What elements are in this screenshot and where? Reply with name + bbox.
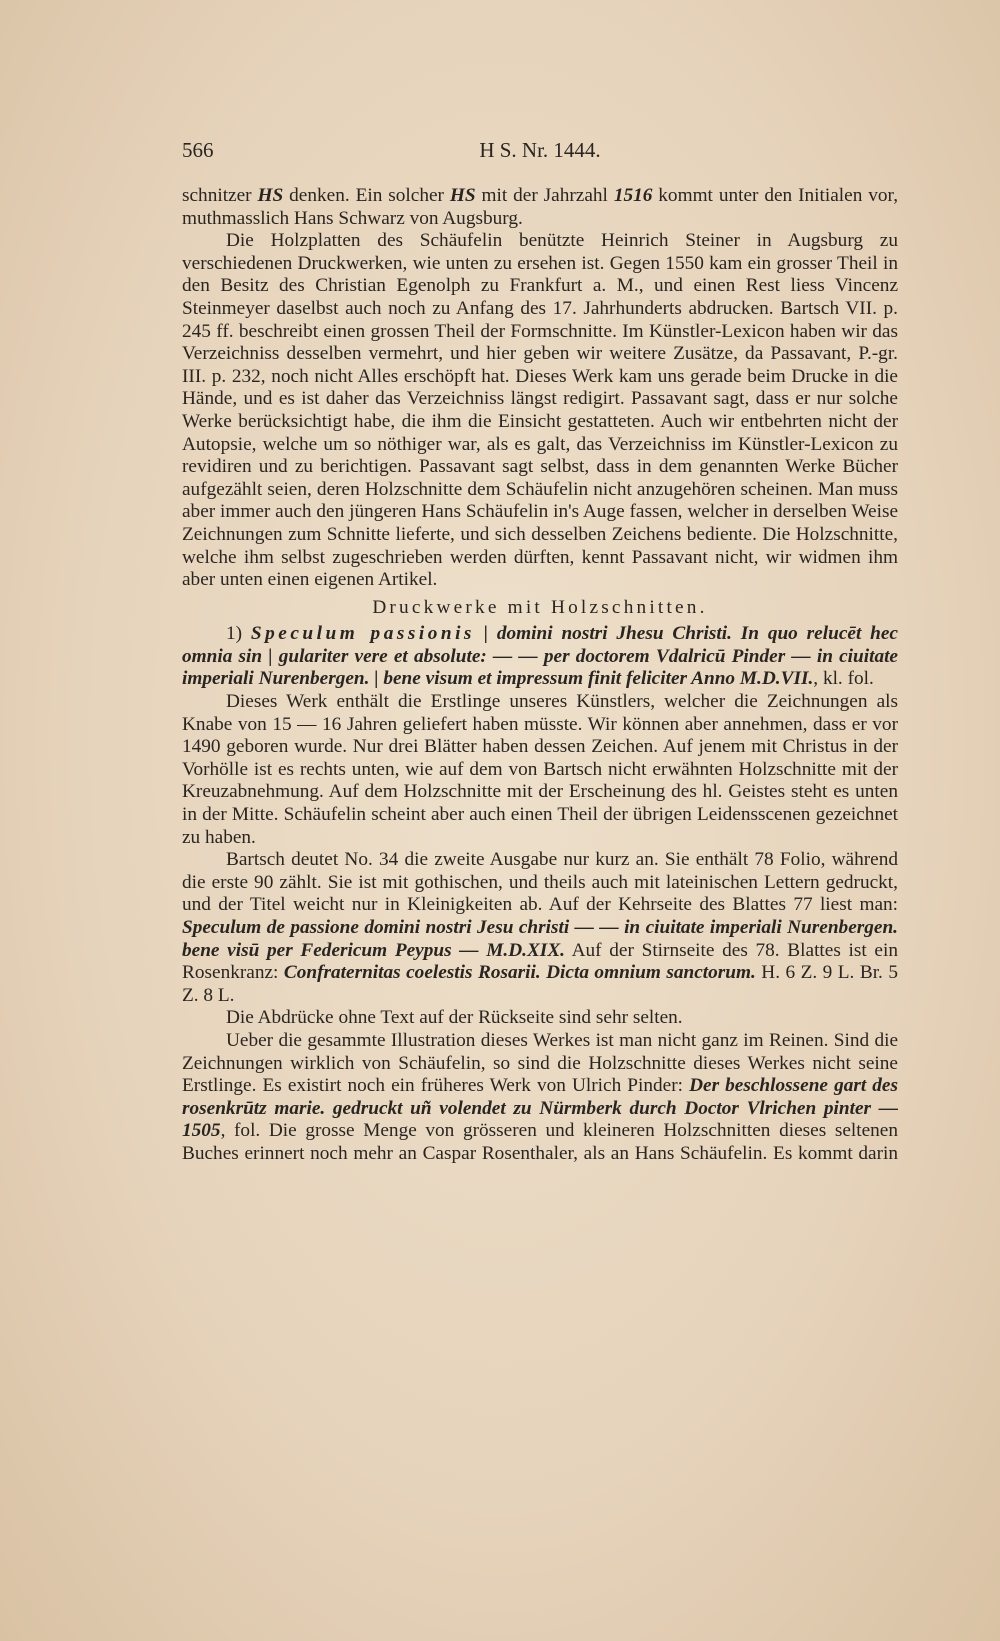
- text-run: denken. Ein solcher: [283, 185, 450, 206]
- quoted-title: Confraternitas coelestis Rosarii. Dicta omnium sanctorum.: [283, 962, 756, 984]
- paragraph-continuation: [182, 185, 898, 230]
- paragraph-zweite-ausgabe: [182, 849, 898, 1007]
- page-body: [182, 185, 898, 1166]
- running-title: H S. Nr. 1444.: [479, 138, 601, 162]
- paragraph-abdruecke: Die Abdrücke ohne Text auf der Rückseite sind sehr selten.: [226, 1007, 683, 1029]
- book-page: [182, 138, 898, 1166]
- quoted-title: Der beschlossene gart des rosenkrūtz marie. gedruckt uñ volendet zu Nürmberk durch Doctor Vlrichen pinter — 1505: [182, 1075, 898, 1142]
- text-run: Auf der Stirnseite des 78. Blattes ist ein Rosenkranz:: [182, 939, 898, 984]
- text-run: schnitzer: [182, 185, 258, 206]
- text-run: H. 6 Z. 9 L. Br. 5 Z. 8 L.: [182, 962, 898, 1006]
- year-1516: 1516: [613, 185, 653, 206]
- monogram-hs: HS: [257, 185, 284, 206]
- entry-title-rest: | domini nostri Jhesu Christi. In quo relucēt hec omnia sin | gulariter vere et absolute: — — per doctorem Vdalricū Pinder — in ciuitate imperiali Nurenbergen. | bene visum et impressum finit feliciter Anno M.D.VII.: [182, 623, 898, 690]
- monogram-hs: HS: [449, 185, 476, 206]
- page-header: [182, 138, 898, 172]
- entry-format: , kl. fol.: [813, 668, 874, 690]
- page-number: 566: [182, 138, 214, 162]
- paragraph-holzplatten: Die Holzplatten des Schäufelin benützte Heinrich Steiner in Augsburg zu verschiedenen Druckwerken, wie unten zu ersehen ist. Gegen 1550 kam ein grosser Theil in den Besitz des Christian Egenolph zu Frankfurt a. M., und einen Rest liess Vincenz Steinmeyer daselbst auch noch zu Anfang des 17. Jahrhunderts abdrucken. Bartsch VII. p. 245 ff. beschreibt einen grossen Theil der Formschnitte. Im Künstler-Lexicon haben wir das Verzeichniss desselben vermehrt, und hier geben wir weitere Zusätze, da Passavant, P.-gr. III. p. 232, noch nicht Alles erschöpft hat. Dieses Werk kam uns gerade beim Drucke in die Hände, und es ist daher das Verzeichniss längst redigirt. Passavant sagt, dass er nur solche Werke berücksichtigt habe, die ihm die Einsicht gestatteten. Auch wir entbehrten nicht der Autopsie, welche um so nöthiger war, als es galt, das Verzeichniss im Künstler-Lexicon zu revidiren und zu berichtigen. Passavant sagt selbst, dass in dem genannten Werke Bücher aufgezählt seien, deren Holzschnitte dem Schäufelin nicht anzugehören scheinen. Man muss aber immer auch den jüngeren Hans Schäufelin in's Auge fassen, welcher in derselben Weise Zeichnungen zum Schnitte lieferte, und sich desselben Zeichens bediente. Die Holzschnitte, welche ihm selbst zugeschrieben werden dürften, kennt Passavant nicht, wir widmen ihm aber unten einen eigenen Artikel.: [182, 230, 898, 591]
- section-heading: Druckwerke mit Holzschnitten.: [372, 596, 708, 618]
- entry-title: Speculum passionis: [250, 623, 475, 645]
- paragraph-illustration: [182, 1030, 898, 1166]
- text-run: Ueber die gesammte Illustration dieses Werkes ist man nicht ganz im Reinen. Sind die Zeichnungen wirklich von Schäufelin, so sind die Holzschnitte dieses Werkes nicht seine Erstlinge. Es existirt noch ein früheres Werk von Ulrich Pinder:: [182, 1029, 898, 1097]
- entry-speculum-passionis: [182, 623, 898, 691]
- text-run: mit der Jahrzahl: [475, 185, 614, 206]
- text-run: Bartsch deutet No. 34 die zweite Ausgabe nur kurz an. Sie enthält 78 Folio, während die erste 90 zählt. Sie ist mit gothischen, und theils auch mit lateinischen Lettern gedruckt, und der Titel weicht nur in Kleinigkeiten ab. Auf der Kehrseite des Blattes 77 liest man:: [182, 849, 898, 916]
- text-run: kommt unter den Initialen vor, muthmasslich Hans Schwarz von Augsburg.: [182, 185, 899, 229]
- text-run: , fol. Die grosse Menge von grösseren und kleineren Holzschnitten dieses seltenen Buches erinnert noch mehr an Caspar Rosenthaler, als an Hans Schäufelin. Es kommt darin: [182, 1120, 898, 1164]
- paragraph-erstlinge: Dieses Werk enthält die Erstlinge unseres Künstlers, welcher die Zeichnungen als Knabe von 15 — 16 Jahren geliefert haben müsste. Wir können aber annehmen, dass er vor 1490 geboren wurde. Nur drei Blätter haben dessen Zeichen. Auf jenem mit Christus in der Vorhölle ist es rechts unten, wie auf dem von Bartsch nicht erwähnten Holzschnitte mit der Kreuzabnehmung. Auf dem Holzschnitte mit der Erscheinung des hl. Geistes steht es unten in der Mitte. Schäufelin scheint aber auch einen Theil der übrigen Leidensscenen gezeichnet zu haben.: [182, 691, 898, 848]
- quoted-title: Speculum de passione domini nostri Jesu christi — — in ciuitate imperiali Nurenbergen. bene visū per Federicum Peypus — M.D.XIX.: [182, 917, 898, 961]
- entry-number: 1): [226, 623, 251, 645]
